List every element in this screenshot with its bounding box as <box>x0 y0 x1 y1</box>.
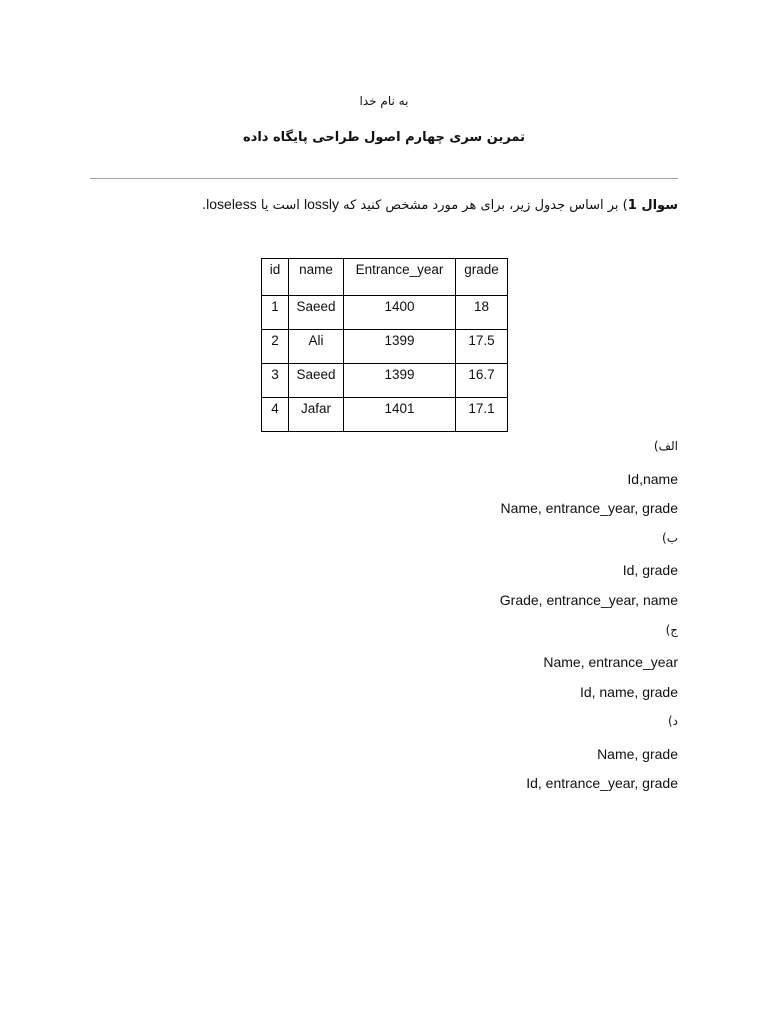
table-cell: 4 <box>262 398 289 432</box>
question-text-1: ) بر اساس جدول زیر، برای هر مورد مشخص کنید که <box>339 198 628 213</box>
table-cell: 1 <box>262 296 289 330</box>
option-b-line-2: Grade, entrance_year, name <box>499 592 678 608</box>
horizontal-divider <box>90 178 678 179</box>
option-d-line-1: Name, grade <box>597 746 678 762</box>
table-header-row <box>262 259 508 296</box>
table-header-cell: name <box>289 259 344 296</box>
table-cell: Ali <box>289 330 344 364</box>
table-cell: 17.5 <box>456 330 508 364</box>
term-lossy: lossly <box>303 196 339 212</box>
table-row <box>262 296 508 330</box>
option-a-line-1: Id,name <box>627 471 678 487</box>
page-title: تمرین سری چهارم اصول طراحی پایگاه داده <box>242 130 526 145</box>
option-b-line-1: Id, grade <box>622 562 678 578</box>
option-c-label: ج) <box>665 623 678 637</box>
option-a-line-2: Name, entrance_year, grade <box>500 500 678 516</box>
option-b-label: ب) <box>662 531 678 545</box>
table-cell: 2 <box>262 330 289 364</box>
option-c-line-1: Name, entrance_year <box>543 654 678 670</box>
table-cell: Saeed <box>289 296 344 330</box>
table-header-cell: Entrance_year <box>344 259 456 296</box>
question-1 <box>90 196 678 213</box>
basmala: به نام خدا <box>359 94 409 108</box>
table-row <box>262 398 508 432</box>
table-row <box>262 364 508 398</box>
term-lossless: loseless <box>206 196 257 212</box>
table-row <box>262 330 508 364</box>
table-header-cell: grade <box>456 259 508 296</box>
table-cell: 1399 <box>344 330 456 364</box>
table-header-cell: id <box>262 259 289 296</box>
table-cell: 3 <box>262 364 289 398</box>
table-cell: 18 <box>456 296 508 330</box>
option-c-line-2: Id, name, grade <box>579 684 678 700</box>
student-table <box>261 258 508 432</box>
table-cell: 17.1 <box>456 398 508 432</box>
option-d-line-2: Id, entrance_year, grade <box>526 775 678 791</box>
table-cell: 1399 <box>344 364 456 398</box>
option-d-label: د) <box>667 714 678 728</box>
table-cell: Saeed <box>289 364 344 398</box>
table-cell: 1400 <box>344 296 456 330</box>
option-a-label: الف) <box>653 439 678 453</box>
question-label: سوال 1 <box>627 198 678 213</box>
table-cell: 16.7 <box>456 364 508 398</box>
question-text-2: است یا <box>256 198 304 213</box>
table-cell: 1401 <box>344 398 456 432</box>
question-end: . <box>202 198 207 213</box>
table-cell: Jafar <box>289 398 344 432</box>
